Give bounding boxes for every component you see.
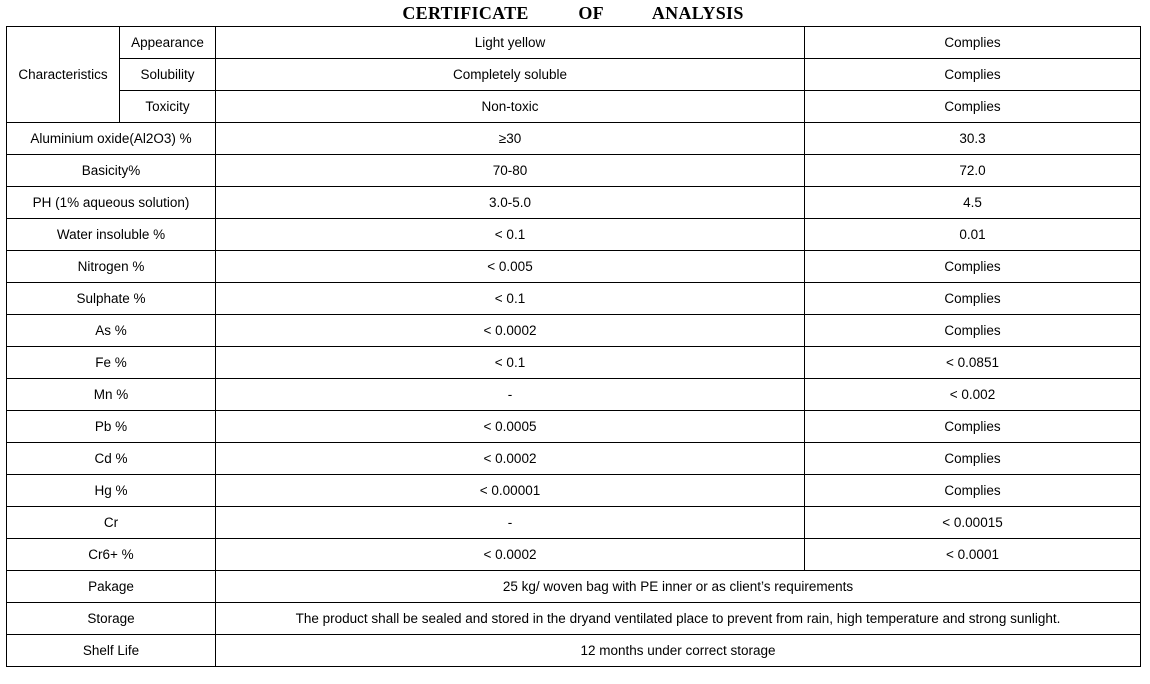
footer-item-name: Pakage [7,571,216,603]
item-spec: < 0.00001 [216,475,805,507]
footer-row [7,603,1141,635]
table-row [7,411,1141,443]
table-row [7,347,1141,379]
item-spec: - [216,379,805,411]
item-result: Complies [805,475,1141,507]
footer-item-value: 25 kg/ woven bag with PE inner or as client’s requirements [216,571,1141,603]
item-spec: < 0.1 [216,283,805,315]
item-result: Complies [805,443,1141,475]
item-result: 30.3 [805,123,1141,155]
item-name: Pb % [7,411,216,443]
item-spec: < 0.0002 [216,539,805,571]
document-title: CERTIFICATE OF ANALYSIS [402,3,744,23]
characteristic-result: Complies [805,27,1141,59]
item-result: 72.0 [805,155,1141,187]
item-spec: ≥30 [216,123,805,155]
item-spec: < 0.1 [216,219,805,251]
characteristic-spec: Light yellow [216,27,805,59]
table-row [7,219,1141,251]
item-result: < 0.0001 [805,539,1141,571]
table-row [7,283,1141,315]
item-spec: < 0.0002 [216,443,805,475]
item-name: Sulphate % [7,283,216,315]
footer-item-name: Storage [7,603,216,635]
footer-item-name: Shelf Life [7,635,216,667]
table-row [7,251,1141,283]
item-name: As % [7,315,216,347]
item-result: 0.01 [805,219,1141,251]
characteristic-name: Appearance [120,27,216,59]
item-result: Complies [805,251,1141,283]
table-row [7,507,1141,539]
table-row [7,379,1141,411]
item-result: Complies [805,315,1141,347]
item-name: Hg % [7,475,216,507]
characteristics-label: Characteristics [7,27,120,123]
item-name: Aluminium oxide(Al2O3) % [7,123,216,155]
item-name: PH (1% aqueous solution) [7,187,216,219]
characteristic-spec: Completely soluble [216,59,805,91]
table-row [7,315,1141,347]
footer-row [7,571,1141,603]
table-row [7,123,1141,155]
item-name: Fe % [7,347,216,379]
analysis-table [6,26,1141,667]
table-row [7,539,1141,571]
item-spec: 3.0-5.0 [216,187,805,219]
item-name: Basicity% [7,155,216,187]
item-name: Cd % [7,443,216,475]
item-spec: - [216,507,805,539]
item-result: < 0.002 [805,379,1141,411]
characteristic-spec: Non-toxic [216,91,805,123]
item-spec: < 0.005 [216,251,805,283]
item-spec: < 0.0002 [216,315,805,347]
characteristic-result: Complies [805,59,1141,91]
footer-item-value: 12 months under correct storage [216,635,1141,667]
table-row [7,475,1141,507]
item-name: Mn % [7,379,216,411]
item-spec: < 0.1 [216,347,805,379]
characteristic-name: Solubility [120,59,216,91]
item-result: Complies [805,283,1141,315]
item-name: Cr6+ % [7,539,216,571]
table-row [7,187,1141,219]
characteristic-row [7,91,1141,123]
footer-item-value: The product shall be sealed and stored in the dryand ventilated place to prevent from rain, high temperature and strong sunlight. [216,603,1141,635]
item-spec: 70-80 [216,155,805,187]
item-spec: < 0.0005 [216,411,805,443]
table-row [7,443,1141,475]
item-result: < 0.00015 [805,507,1141,539]
table-row [7,155,1141,187]
item-result: < 0.0851 [805,347,1141,379]
characteristic-row [7,59,1141,91]
item-result: Complies [805,411,1141,443]
analysis-table-body [7,27,1141,667]
item-name: Cr [7,507,216,539]
characteristic-row [7,27,1141,59]
item-result: 4.5 [805,187,1141,219]
characteristic-name: Toxicity [120,91,216,123]
item-name: Nitrogen % [7,251,216,283]
footer-row [7,635,1141,667]
characteristic-result: Complies [805,91,1141,123]
item-name: Water insoluble % [7,219,216,251]
